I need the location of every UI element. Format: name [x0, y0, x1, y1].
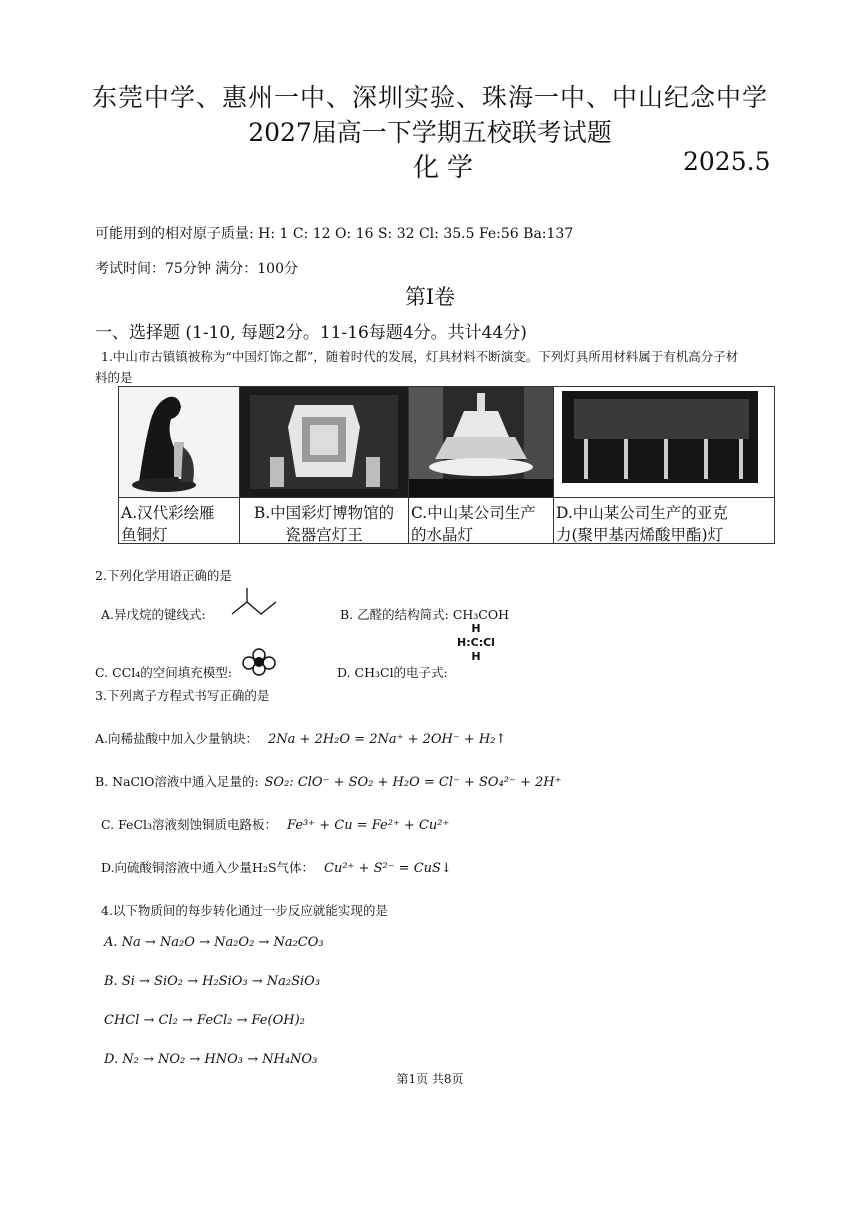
exam-title-line2: 2027届高一下学期五校联考试题: [248, 118, 612, 147]
q3-a-text: A.向稀盐酸中加入少量钠块：: [95, 731, 259, 746]
ch3cl-electron-formula: [454, 622, 498, 664]
q1-stem-line2: 料的是: [95, 370, 133, 385]
q3-c-equation: Fe³⁺ + Cu = Fe²⁺ + Cu²⁺: [287, 818, 450, 833]
q4-option-b: B. Si → SiO₂ → H₂SiO₃ → Na₂SiO₃: [104, 974, 321, 989]
q1-stem-line1: 1.中山市古镇镇被称为“中国灯饰之都”，随着时代的发展，灯具材料不断演变。下列灯具所用材料属于有机高分子材: [101, 349, 739, 364]
exam-title-line1: 东莞中学、惠州一中、深圳实验、珠海一中、中山纪念中学: [91, 83, 768, 112]
lewis-h-top: H: [471, 622, 481, 635]
q3-b-text: B. NaClO溶液中通入足量的:: [95, 774, 259, 789]
q2-stem: 2.下列化学用语正确的是: [95, 568, 232, 583]
exam-date: 2025.5: [683, 147, 771, 176]
q3-c-text: C. FeCl₃溶液刻蚀铜质电路板：: [101, 817, 278, 832]
atomic-masses: 可能用到的相对原子质量: H: 1 C: 12 O: 16 S: 32 Cl: 35.5 Fe:56 Ba:137: [95, 226, 574, 242]
q2-option-b: B. 乙醛的结构简式: CH₃COH: [340, 607, 510, 622]
lewis-middle: H:C:Cl: [457, 636, 495, 649]
q4-option-c: CHCl → Cl₂ → FeCl₂ → Fe(OH)₂: [104, 1013, 305, 1028]
q3-d-text: D.向硫酸铜溶液中通入少量H₂S气体：: [101, 860, 315, 875]
subject-label: 化学: [413, 153, 482, 183]
lamp-photo-b: [240, 387, 408, 497]
q3-option-a: [95, 729, 506, 747]
lewis-h-bottom: H: [471, 650, 481, 663]
option-a-line1: A.汉代彩绘雁: [121, 504, 215, 522]
volume-title: 第Ⅰ卷: [404, 285, 456, 309]
q2-option-d: D. CH₃Cl的电子式:: [337, 665, 448, 680]
q3-b-equation: SO₂: ClO⁻ + SO₂ + H₂O = Cl⁻ + SO₄²⁻ + 2H⁺: [264, 775, 562, 790]
q4-stem: 4.以下物质间的每步转化通过一步反应就能实现的是: [101, 903, 388, 918]
option-a-line2: 鱼铜灯: [121, 526, 168, 544]
lamp-photo-c: [409, 387, 553, 497]
isopentane-skeletal-formula: [230, 586, 282, 618]
option-b-line2: 瓷器宫灯王: [285, 526, 363, 544]
page-footer: 第1页 共8页: [396, 1072, 464, 1086]
q3-d-equation: Cu²⁺ + S²⁻ = CuS↓: [324, 861, 452, 876]
q1-options-table: [118, 386, 775, 544]
q2-option-a: A.异戊烷的键线式:: [101, 607, 206, 622]
q3-option-c: [101, 815, 449, 833]
lamp-photo-d: [554, 387, 774, 497]
q4-option-d: D. N₂ → NO₂ → HNO₃ → NH₄NO₃: [104, 1052, 318, 1067]
ccl4-space-filling-model: [242, 648, 276, 676]
q3-stem: 3.下列离子方程式书写正确的是: [95, 688, 270, 703]
option-d-line2: 力(聚甲基丙烯酸甲酯)灯: [556, 526, 724, 544]
section-heading: 一、选择题 (1-10, 每题2分。11-16每题4分。共计44分): [95, 323, 527, 343]
q4-option-a: A. Na → Na₂O → Na₂O₂ → Na₂CO₃: [104, 935, 324, 950]
q3-option-b: [95, 772, 562, 790]
exam-time: 考试时间：75分钟 满分：100分: [95, 261, 298, 277]
q2-option-c: C. CCl₄的空间填充模型:: [95, 665, 232, 680]
option-d-line1: D.中山某公司生产的亚克: [556, 504, 728, 522]
option-b-line1: B.中国彩灯博物馆的: [253, 504, 395, 522]
q3-a-equation: 2Na + 2H₂O = 2Na⁺ + 2OH⁻ + H₂↑: [268, 732, 507, 747]
option-c-line1: C.中山某公司生产: [411, 504, 536, 522]
option-c-line2: 的水晶灯: [411, 526, 474, 544]
lamp-photo-a: [119, 387, 239, 497]
q3-option-d: [101, 858, 452, 876]
